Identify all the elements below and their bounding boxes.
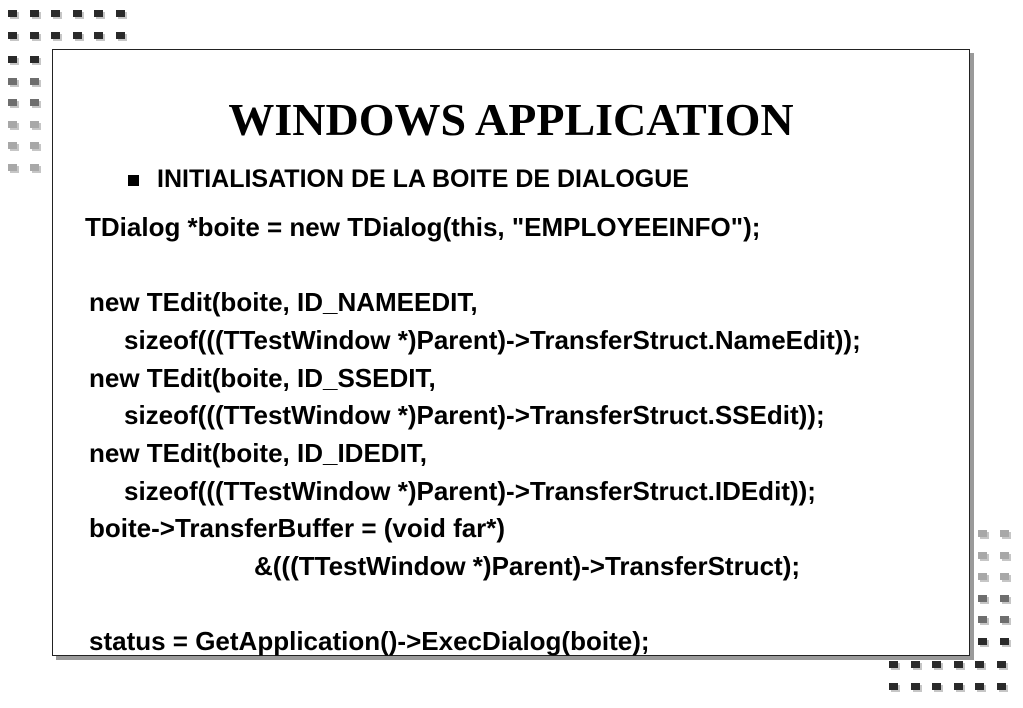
decorative-square xyxy=(954,661,965,670)
bullet-text: INITIALISATION DE LA BOITE DE DIALOGUE xyxy=(157,165,689,193)
slide-title: WINDOWS APPLICATION xyxy=(228,94,794,145)
code-line-idedit: new TEdit(boite, ID_IDEDIT, xyxy=(89,438,428,468)
decorative-square xyxy=(51,32,62,41)
decorative-square xyxy=(978,595,989,604)
decorative-square xyxy=(94,32,105,41)
decorative-square xyxy=(978,573,989,582)
decorative-square xyxy=(73,32,84,41)
decorative-square xyxy=(975,683,986,692)
decorative-square xyxy=(8,164,19,173)
decorative-square xyxy=(889,683,900,692)
decorative-square xyxy=(889,661,900,670)
decorative-square xyxy=(30,10,41,19)
code-line-ssedit-size: sizeof(((TTestWindow *)Parent)->TransferStruct.SSEdit)); xyxy=(124,400,825,430)
square-bullet-icon xyxy=(128,175,139,186)
decorative-square xyxy=(8,10,19,19)
code-line-dialog-declaration: TDialog *boite = new TDialog(this, "EMPLOYEEINFO"); xyxy=(85,212,761,242)
decorative-square xyxy=(51,10,62,19)
code-line-ssedit: new TEdit(boite, ID_SSEDIT, xyxy=(89,363,436,393)
code-line-nameedit-size: sizeof(((TTestWindow *)Parent)->TransferStruct.NameEdit)); xyxy=(124,325,861,355)
decorative-square xyxy=(30,121,41,130)
decorative-square xyxy=(30,56,41,65)
bullet-item xyxy=(128,162,689,196)
decorative-square xyxy=(978,616,989,625)
code-line-transfer-struct: &(((TTestWindow *)Parent)->TransferStruct); xyxy=(254,551,801,581)
decorative-square xyxy=(8,142,19,151)
decorative-square xyxy=(997,683,1008,692)
decorative-square xyxy=(8,56,19,65)
decorative-square xyxy=(1000,595,1011,604)
decorative-square xyxy=(30,32,41,41)
decorative-square xyxy=(932,661,943,670)
decorative-square xyxy=(954,683,965,692)
decorative-square xyxy=(932,683,943,692)
decorative-square xyxy=(1000,530,1011,539)
decorative-square xyxy=(997,661,1008,670)
decorative-square xyxy=(978,530,989,539)
decorative-square xyxy=(8,99,19,108)
decorative-square xyxy=(30,99,41,108)
code-line-exec-dialog: status = GetApplication()->ExecDialog(boite); xyxy=(89,626,650,656)
code-line-idedit-size: sizeof(((TTestWindow *)Parent)->TransferStruct.IDEdit)); xyxy=(124,476,816,506)
decorative-square xyxy=(8,121,19,130)
decorative-square xyxy=(30,78,41,87)
decorative-square xyxy=(1000,552,1011,561)
decorative-square xyxy=(116,32,127,41)
decorative-square xyxy=(30,164,41,173)
decorative-square xyxy=(978,638,989,647)
decorative-square xyxy=(975,661,986,670)
decorative-square xyxy=(978,552,989,561)
decorative-square xyxy=(911,683,922,692)
decorative-square xyxy=(8,32,19,41)
decorative-square xyxy=(1000,616,1011,625)
code-line-nameedit: new TEdit(boite, ID_NAMEEDIT, xyxy=(89,287,478,317)
decorative-square xyxy=(1000,573,1011,582)
decorative-square xyxy=(30,142,41,151)
code-line-transfer-buffer: boite->TransferBuffer = (void far*) xyxy=(89,513,506,543)
decorative-square xyxy=(94,10,105,19)
decorative-square xyxy=(8,78,19,87)
decorative-square xyxy=(911,661,922,670)
decorative-square xyxy=(73,10,84,19)
decorative-square xyxy=(1000,638,1011,647)
decorative-square xyxy=(116,10,127,19)
